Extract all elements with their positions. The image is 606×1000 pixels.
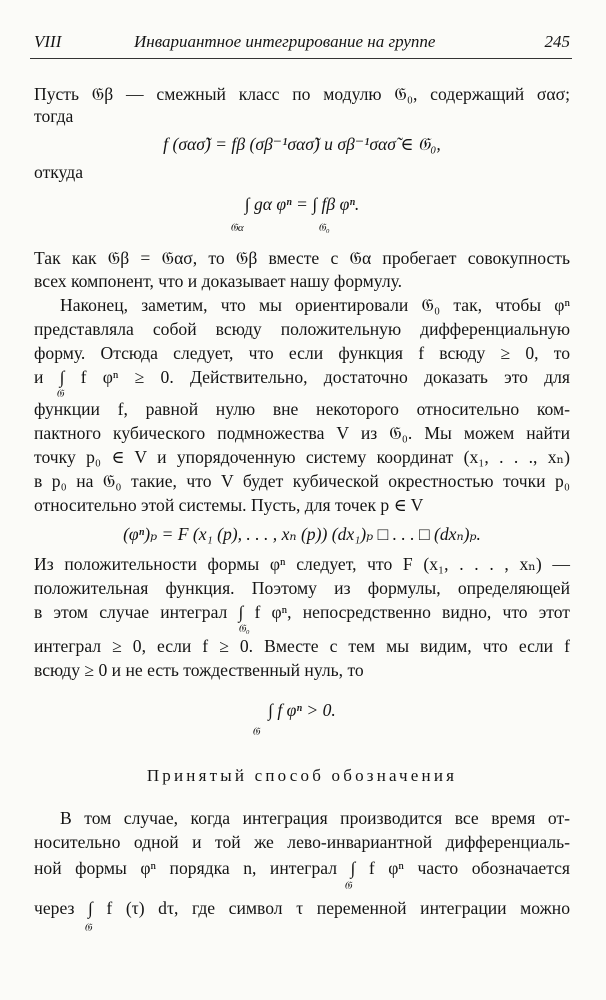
text-line: тогда	[34, 106, 74, 126]
text-line: представляла собой всюду положительную дифференциальную	[34, 319, 570, 339]
integral-subscript: 𝔊₀	[238, 623, 250, 635]
integral-subscript: 𝔊α	[230, 222, 244, 234]
running-header	[34, 32, 570, 58]
text-line: точку p₀ ∈ V и упорядоченную систему координат (x₁, . . ., xₙ)	[34, 447, 570, 467]
text-line: функции f, равной нулю вне некоторого относительно ком-	[34, 399, 570, 419]
text-line: В том случае, когда интеграция производится все время от-	[60, 808, 570, 828]
formula: f (σασ̃) = fβ (σβ⁻¹σασ̃) и σβ⁻¹σασ̃ ∈ 𝔊₀,	[163, 134, 441, 154]
formula: ∫ f φⁿ > 0.	[268, 700, 336, 720]
integral-subscript: 𝔊₀	[318, 222, 330, 234]
text-line: пактного кубического подмножества V из 𝔊₀. Мы можем найти	[34, 423, 570, 443]
text-line: откуда	[34, 162, 84, 182]
integral-subscript: 𝔊	[56, 388, 64, 400]
text-line: форму. Отсюда следует, что если функция f всюду ≥ 0, то	[34, 343, 570, 363]
text-line: всех компонент, что и доказывает нашу формулу.	[34, 271, 403, 291]
chapter-title: Инвариантное интегрирование на группе	[134, 32, 436, 51]
text-line: Наконец, заметим, что мы ориентировали 𝔊₀ так, чтобы φⁿ	[60, 295, 570, 315]
text-line: в этом случае интеграл ∫ f φⁿ, непосредственно видно, что этот	[34, 602, 570, 622]
text-line: Так как 𝔊β = 𝔊ασ, то 𝔊β вместе с 𝔊α пробегает совокупность	[34, 248, 570, 268]
text-line: носительно одной и той же лево-инвариантной дифференциаль-	[34, 832, 570, 852]
page-number: 245	[544, 32, 570, 51]
text-line: через ∫ f (τ) dτ, где символ τ переменной интеграции можно	[34, 898, 570, 918]
formula: (φⁿ)ₚ = F (x₁ (p), . . . , xₙ (p)) (dx₁)ₚ □ . . . □ (dxₙ)ₚ.	[123, 524, 481, 544]
text-line: Пусть 𝔊β — смежный класс по модулю 𝔊₀, содержащий σασ;	[34, 84, 570, 104]
integral-subscript: 𝔊	[252, 726, 260, 738]
section-heading: Принятый способ обозначения	[146, 766, 458, 785]
formula: ∫ gα φⁿ = ∫ fβ φⁿ.	[244, 194, 360, 214]
integral-subscript: 𝔊	[344, 880, 352, 892]
integral-subscript: 𝔊	[84, 922, 92, 934]
text-line: ной формы φⁿ порядка n, интеграл ∫ f φⁿ часто обозначается	[34, 858, 570, 878]
text-line: и ∫ f φⁿ ≥ 0. Действительно, достаточно доказать это для	[34, 367, 570, 387]
text-line: положительная функция. Поэтому из формулы, определяющей	[34, 578, 570, 598]
text-line: всюду ≥ 0 и не есть тождественный нуль, то	[34, 660, 364, 680]
text-line: относительно этой системы. Пусть, для точек p ∈ V	[34, 495, 424, 515]
chapter-number: VIII	[34, 32, 62, 51]
text-line: в p₀ на 𝔊₀ такие, что V будет кубической окрестностью точки p₀	[34, 471, 570, 491]
text-line: интеграл ≥ 0, если f ≥ 0. Вместе с тем мы видим, что если f	[34, 636, 570, 656]
header-rule	[30, 58, 572, 59]
text-line: Из положительности формы φⁿ следует, что F (x₁, . . . , xₙ) —	[34, 554, 570, 574]
